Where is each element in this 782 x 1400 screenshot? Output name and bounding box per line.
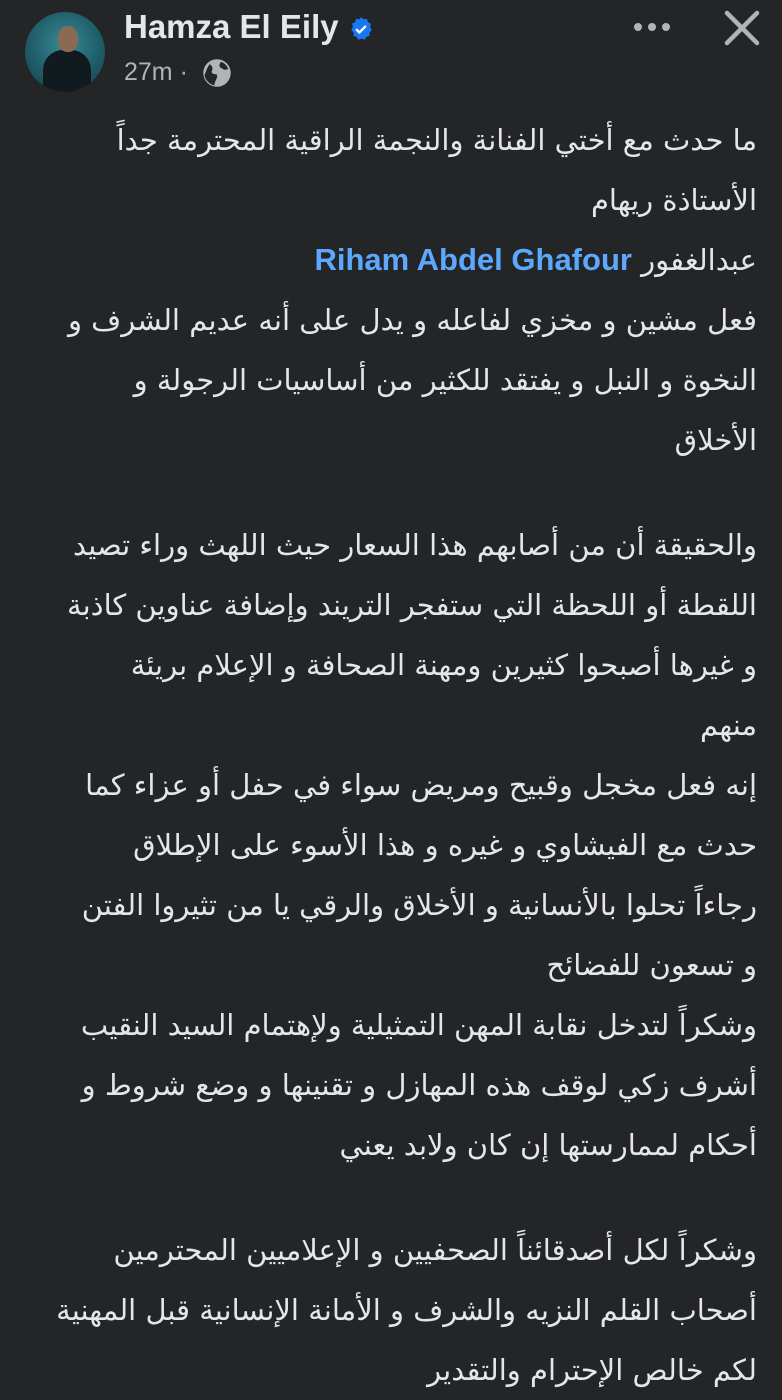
post-line: وشكراً لتدخل نقابة المهن التمثيلية ولإهتمام السيد النقيب (80, 1008, 757, 1042)
close-icon[interactable] (722, 8, 762, 48)
post-line (17, 230, 757, 290)
post-meta (124, 58, 188, 87)
post-line: لكم خالص الإحترام والتقدير (427, 1353, 757, 1387)
post-line: أشرف زكي لوقف هذه المهازل و تقنينها و وضع شروط و (81, 1068, 757, 1102)
post-line: أحكام لممارستها إن كان ولابد يعني (339, 1128, 757, 1162)
post-line: و تسعون للفضائح (546, 948, 757, 982)
post-line: ما حدث مع أختي الفنانة والنجمة الراقية المحترمة جداً (116, 123, 757, 157)
separator: · (179, 58, 188, 86)
post-line: الأخلاق (674, 423, 757, 457)
post-line: إنه فعل مخجل وقبيح ومريض سواء في حفل أو عزاء كما (85, 768, 757, 802)
post-line: منهم (700, 708, 757, 742)
post-time[interactable]: 27m (124, 58, 173, 86)
more-horizontal-icon[interactable] (630, 14, 674, 40)
post-line: و غيرها أصبحوا كثيرين ومهنة الصحافة و الإعلام بريئة (130, 648, 757, 682)
post-line: وشكراً لكل أصدقائناً الصحفيين و الإعلاميين المحترمين (113, 1233, 757, 1267)
author-name[interactable]: Hamza El Eily (124, 8, 339, 45)
post-line: الأستاذة ريهام (590, 183, 757, 217)
verified-badge-icon (348, 16, 374, 42)
post-body (17, 110, 757, 1400)
mention-link[interactable]: Riham Abdel Ghafour (314, 242, 632, 277)
globe-icon (202, 58, 232, 88)
post-line: النخوة و النبل و يفتقد للكثير من أساسيات الرجولة و (133, 363, 757, 397)
post-line: أصحاب القلم النزيه والشرف و الأمانة الإنسانية قبل المهنية (56, 1293, 757, 1327)
post-line-text: عبدالغفور (641, 243, 757, 277)
post-line: رجاءاً تحلوا بالأنسانية و الأخلاق والرقي يا من تثيروا الفتن (81, 888, 757, 922)
post-line: اللقطة أو اللحظة التي ستفجر التريند وإضافة عناوين كاذبة (67, 588, 757, 622)
post-line: والحقيقة أن من أصابهم هذا السعار حيث اللهث وراء تصيد (73, 528, 757, 562)
post-line: حدث مع الفيشاوي و غيره و هذا الأسوء على الإطلاق (133, 828, 757, 862)
post-line: فعل مشين و مخزي لفاعله و يدل على أنه عديم الشرف و (67, 303, 757, 337)
avatar[interactable] (25, 12, 105, 92)
